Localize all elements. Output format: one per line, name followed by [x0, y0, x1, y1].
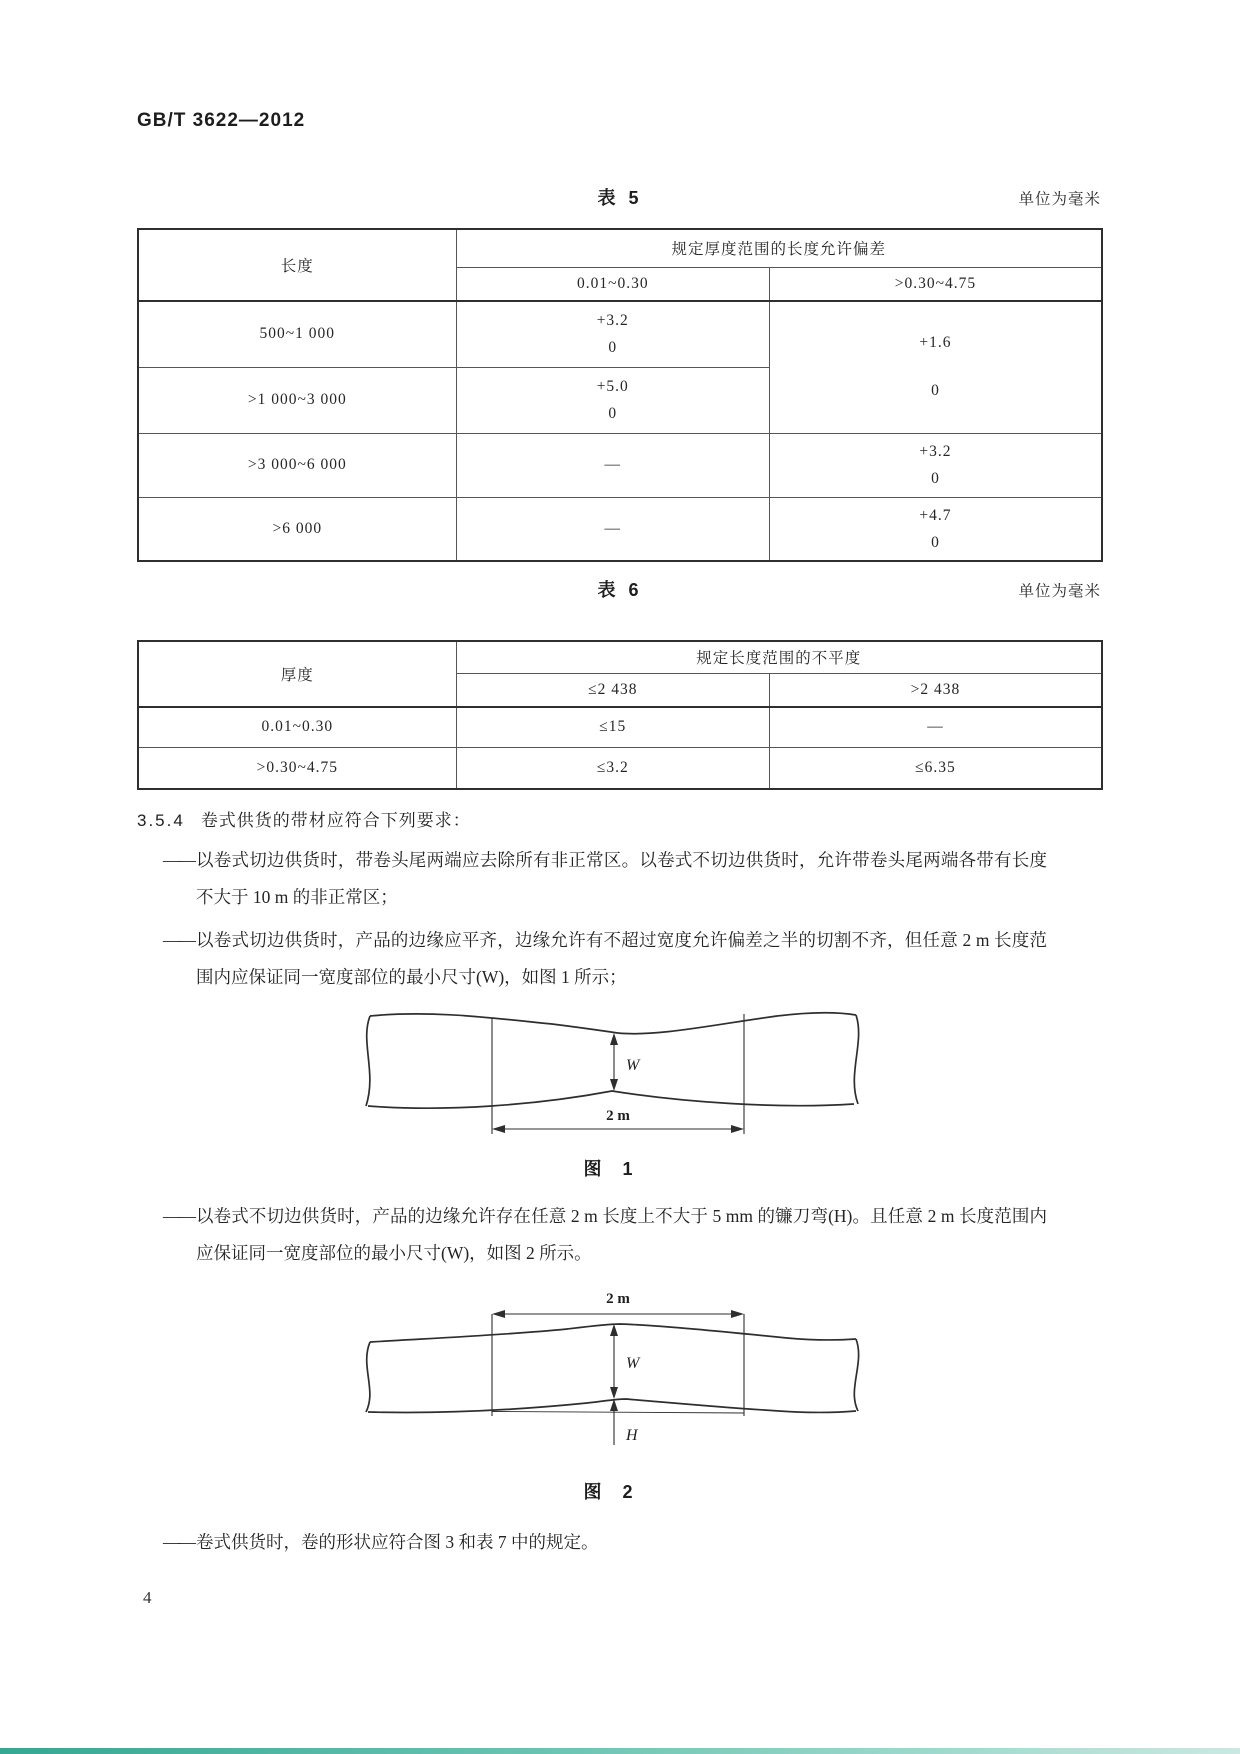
figure-1 [352, 1000, 872, 1181]
table5-caption-row [137, 184, 1103, 210]
width-label: W [626, 1057, 640, 1074]
cell-length-range: >1 000~3 000 [138, 367, 456, 433]
item-text: 以卷式切边供货时，带卷头尾两端应去除所有非正常区。以卷式不切边供货时，允许带卷头尾两端各带有长度不大于 10 m 的非正常区； [196, 850, 1047, 907]
camber-label: H [626, 1427, 638, 1444]
list-item [163, 1198, 1047, 1272]
cell-length-range: 500~1 000 [138, 301, 456, 367]
table-row [138, 497, 1102, 561]
table6-header-thickness: 厚度 [138, 641, 456, 707]
table5-header-span: 规定厚度范围的长度允许偏差 [456, 229, 1102, 267]
table-row [138, 433, 1102, 497]
deviation-zero: 0 [931, 470, 940, 487]
cell-thickness-range: >0.30~4.75 [138, 747, 456, 789]
cell-deviation [456, 301, 769, 367]
figure2-caption: 图 2 [583, 1482, 641, 1502]
table-row [138, 707, 1102, 747]
section-heading [137, 806, 471, 831]
deviation-plus: +1.6 [919, 334, 952, 352]
table6-header-span: 规定长度范围的不平度 [456, 641, 1102, 673]
cell-flatness: — [769, 707, 1102, 747]
table6-unit-note: 单位为毫米 [1018, 583, 1101, 600]
item-text: 以卷式不切边供货时，产品的边缘允许存在任意 2 m 长度上不大于 5 mm 的镰刀弯(H)。且任意 2 m 长度范围内应保证同一宽度部位的最小尺寸(W)，如图 2 所示。 [196, 1206, 1047, 1263]
table6-subheader-2: >2 438 [769, 673, 1102, 707]
item-dash: —— [163, 1206, 194, 1226]
list-item [163, 922, 1047, 996]
cell-deviation-merged [769, 301, 1102, 433]
requirement-list-b [163, 1198, 1047, 1272]
deviation-zero: 0 [931, 533, 940, 551]
deviation-plus: +5.0 [596, 378, 629, 395]
table-row [138, 747, 1102, 789]
list-item [163, 1524, 1047, 1561]
table5-unit-note: 单位为毫米 [1018, 191, 1101, 208]
deviation-plus: +3.2 [919, 443, 952, 460]
table-row [138, 301, 1102, 367]
item-text: 卷式供货时，卷的形状应符合图 3 和表 7 中的规定。 [196, 1532, 599, 1552]
figure1-caption: 图 1 [583, 1159, 641, 1179]
doc-number: GB/T 3622—2012 [137, 110, 306, 131]
section-number: 3.5.4 [137, 811, 185, 830]
table5-subheader-1: 0.01~0.30 [456, 267, 769, 301]
table6 [137, 640, 1103, 790]
table5-header-length: 长度 [138, 229, 456, 301]
deviation-zero: 0 [608, 405, 618, 422]
figure-2 [352, 1290, 872, 1504]
table6-subheader-1: ≤2 438 [456, 673, 769, 707]
item-dash: —— [163, 1532, 194, 1552]
section-title: 卷式供货的带材应符合下列要求： [200, 811, 471, 830]
requirement-list-a [163, 842, 1047, 996]
strip-width-diagram [352, 1000, 872, 1145]
cell-deviation-dash: — [456, 433, 769, 497]
width-label: W [626, 1355, 640, 1372]
deviation-plus: +4.7 [919, 506, 952, 524]
page-number: 4 [143, 1588, 152, 1607]
cell-length-range: >3 000~6 000 [138, 433, 456, 497]
cell-deviation [456, 367, 769, 433]
list-item [163, 842, 1047, 916]
item-dash: —— [163, 850, 194, 870]
length-label: 2 m [606, 1108, 630, 1124]
footer-accent-bar [0, 1748, 1240, 1754]
deviation-zero: 0 [608, 339, 618, 357]
requirement-list-c [163, 1524, 1047, 1561]
length-label: 2 m [606, 1291, 630, 1307]
deviation-zero: 0 [931, 382, 940, 400]
cell-flatness: ≤15 [456, 707, 769, 747]
table5-subheader-2: >0.30~4.75 [769, 267, 1102, 301]
table5-header-row-1 [138, 229, 1102, 267]
cell-thickness-range: 0.01~0.30 [138, 707, 456, 747]
item-dash: —— [163, 930, 194, 950]
cell-deviation [769, 433, 1102, 497]
table5 [137, 228, 1103, 562]
table6-caption: 表 6 [597, 580, 643, 600]
table6-caption-row [137, 576, 1103, 602]
cell-length-range: >6 000 [138, 497, 456, 561]
item-text: 以卷式切边供货时，产品的边缘应平齐，边缘允许有不超过宽度允许偏差之半的切割不齐，但任意 2 m 长度范围内应保证同一宽度部位的最小尺寸(W)，如图 1 所示； [196, 930, 1047, 987]
table6-header-row-1 [138, 641, 1102, 673]
table5-caption: 表 5 [597, 188, 643, 208]
cell-flatness: ≤3.2 [456, 747, 769, 789]
cell-flatness: ≤6.35 [769, 747, 1102, 789]
cell-deviation-dash: — [456, 497, 769, 561]
strip-camber-diagram [352, 1290, 872, 1468]
cell-deviation [769, 497, 1102, 561]
deviation-plus: +3.2 [596, 312, 629, 330]
